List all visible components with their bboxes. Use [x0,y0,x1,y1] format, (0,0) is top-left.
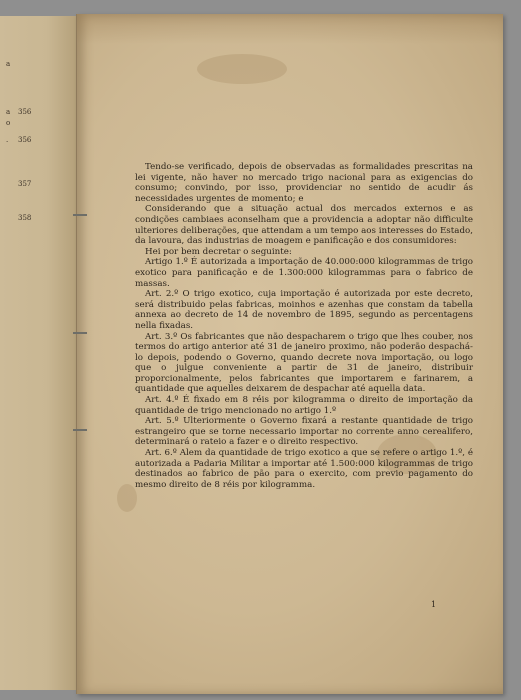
left-page-line: a 356 [6,108,32,116]
paragraph: Considerando que a situação actual dos mercados externos e as condições cambiaes aconselham que a providencia a adoptar não difficulte ulteriores deliberações, que attendam a um tempo aos interesses do Estado, da lavoura, das industrias de moagem e panificação e dos consumidores: [135,204,473,247]
left-page: a a 356 o . 356 357 358 [0,16,79,690]
article-4: Art. 4.º É fixado em 8 réis por kilogramma o direito de importação da quantidade de trigo mencionado no artigo 1.º [135,395,473,416]
paper-stain [197,54,287,84]
paragraph: Hei por bem decretar o seguinte: [145,246,292,257]
article-1: Artigo 1.º É autorizada a importação de 40.000:000 kilogrammas de trigo exotico para panificação e de 1.300:000 kilogrammas para o fabrico de massas. [135,257,473,289]
article-2: Art. 2.º O trigo exotico, cuja importação é autorizada por este decreto, será distribuido pelas fabricas, moinhos e azenhas que constam da tabella annexa ao decreto de 14 de novembro de 1895, segundo as percentagens nella fixadas. [135,289,473,331]
article-6: Art. 6.º Alem da quantidade de trigo exotico a que se refere o artigo 1.º, é autorizada a Padaria Militar a importar até 1.500:000 kilogrammas de trigo destinados ao fabrico de pão para o exercito, com previo pagamento do mesmo direito de 8 réis por kilogramma. [135,448,473,490]
paper-stain [117,484,137,512]
page-number: 1 [431,600,437,609]
right-page [76,14,503,694]
staple-mark [73,429,87,431]
decree-text [135,162,473,490]
staple-mark [73,214,87,216]
left-page-line: a [6,60,11,68]
left-page-line: o [6,119,11,127]
paragraph: Tendo-se verificado, depois de observadas as formalidades prescritas na lei vigente, não haver no mercado trigo nacional para as exigencias do consumo; convindo, por isso, providenciar no sentido de acudir ás necessidades urgentes de momento; e [135,162,473,204]
article-5: Art. 5.º Ulteriormente o Governo fixará a restante quantidade de trigo estrangeiro que se torne necessario importar no corrente anno cerealifero, determinará o rateio a fazer e o direito respectivo. [135,416,473,448]
left-page-line: . 356 [6,136,32,144]
article-3: Art. 3.º Os fabricantes que não despacharem o trigo que lhes couber, nos termos do artigo anterior até 31 de janeiro proximo, não poderão despachá-lo depois, podendo o Governo, quando decrete nova importação, ou logo que o julgue conveniente a partir de 31 de janeiro, distribuir proporcionalmente, pelos fabricantes que importarem e farinarem, a quantidade que aquelles deixarem de despachar até aquella data. [135,331,473,395]
staple-mark [73,332,87,334]
